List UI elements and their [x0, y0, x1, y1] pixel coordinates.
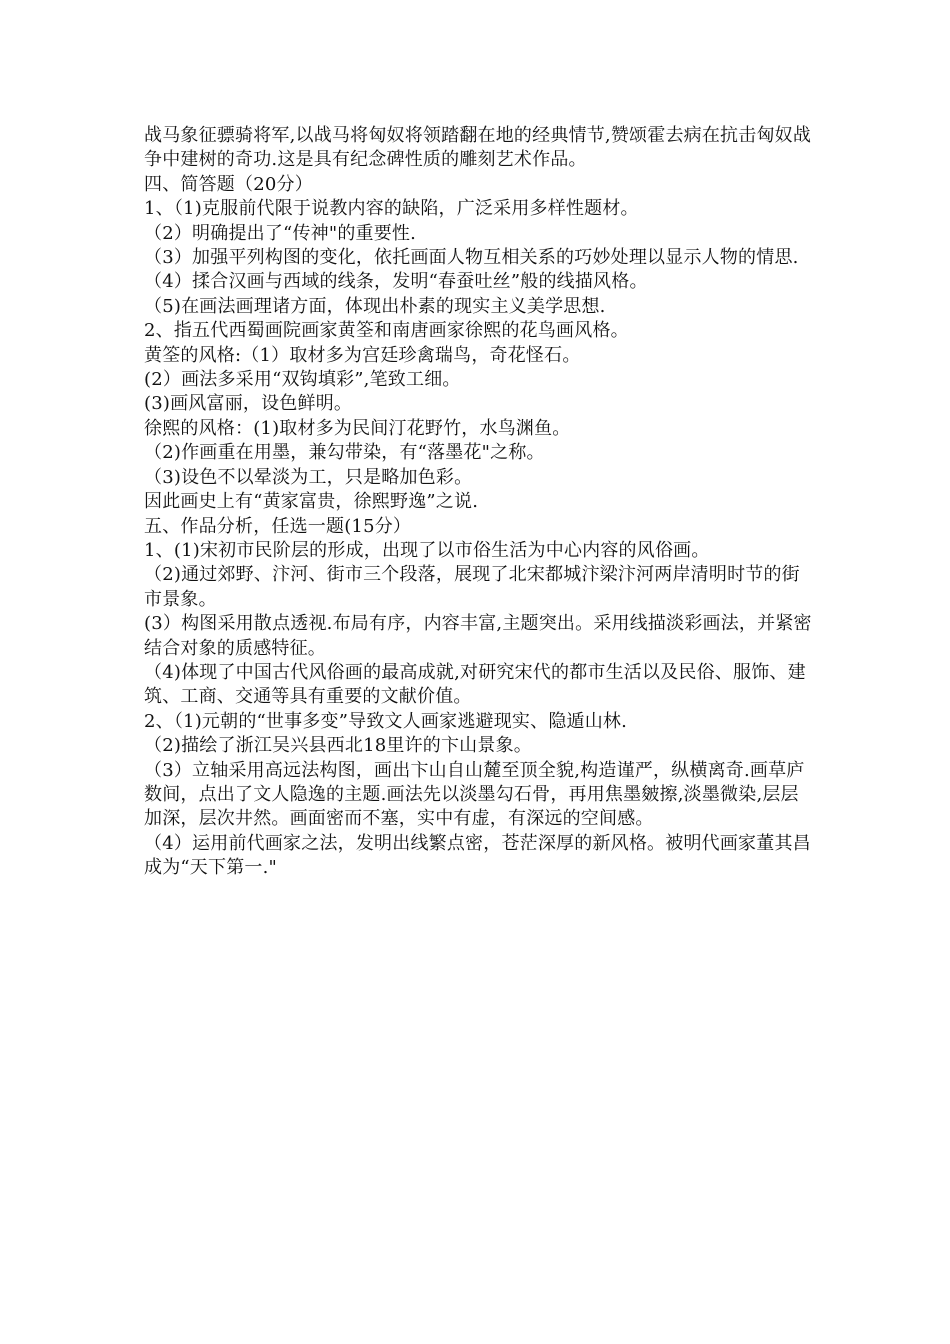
answer-2-conclusion: 因此画史上有“黄家富贵，徐熙野逸”之说.	[144, 491, 479, 513]
answer-1-point-2: （2）明确提出了“传神"的重要性.	[144, 222, 417, 244]
analysis-1-point-3: (3）构图采用散点透视.布局有序，内容丰富,主题突出。采用线描淡彩画法，并紧密结合对象的质感特征。	[144, 613, 812, 659]
answer-2-xu-point-3: （3)设色不以晕淡为工，只是略加色彩。	[144, 466, 473, 488]
answer-2-xu-point-1: 徐熙的风格：(1)取材多为民间汀花野竹，水鸟渊鱼。	[144, 417, 571, 439]
analysis-1-point-4: （4)体现了中国古代风俗画的最高成就,对研究宋代的都市生活以及民俗、服饰、建筑、工商、交通等具有重要的文献价值。	[144, 661, 806, 708]
section-heading-artwork-analysis: 五、作品分析，任选一题(15分）	[144, 515, 412, 537]
answer-2-huang-point-2: (2）画法多采用“双钩填彩”,笔致工细。	[144, 369, 461, 391]
paragraph-sculpture-description: 战马象征骠骑将军,以战马将匈奴将领踏翻在地的经典情节,赞颂霍去病在抗击匈奴战争中建树的奇功.这是具有纪念碑性质的雕刻艺术作品。	[144, 125, 812, 171]
analysis-1-point-1: 1、(1)宋初市民阶层的形成，出现了以市俗生活为中心内容的风俗画。	[144, 539, 710, 561]
answer-2-xu-point-2: （2)作画重在用墨，兼勾带染，有“落墨花"之称。	[144, 442, 545, 464]
answer-2-huang-point-3: (3)画风富丽，设色鲜明。	[144, 393, 353, 415]
analysis-2-point-2: （2)描绘了浙江吴兴县西北18里许的卞山景象。	[144, 735, 532, 757]
answer-2-huang-point-1: 黄筌的风格:（1）取材多为宫廷珍禽瑞鸟，奇花怪石。	[144, 344, 581, 366]
answer-1-point-1: 1、（1)克服前代限于说教内容的缺陷，广泛采用多样性题材。	[144, 198, 639, 220]
answer-2-intro: 2、指五代西蜀画院画家黄筌和南唐画家徐熙的花鸟画风格。	[144, 320, 629, 342]
answer-1-point-4: （4）揉合汉画与西域的线条，发明“春蚕吐丝”般的线描风格。	[144, 271, 648, 293]
analysis-2-point-3: （3）立轴采用高远法构图，画出卞山自山麓至顶全貌,构造谨严，纵横离奇.画草庐数间，点出了文人隐逸的主题.画法先以淡墨勾石骨，再用焦墨皴擦,淡墨微染,层层加深，层次井然。画面密而不塞，实中有虚，有深远的空间感。	[144, 759, 805, 830]
analysis-2-point-4: （4）运用前代画家之法，发明出线繁点密，苍茫深厚的新风格。被明代画家董其昌成为“天下第一."	[144, 832, 811, 879]
answer-text-body	[144, 124, 812, 881]
analysis-1-point-2: （2)通过郊野、汴河、街市三个段落，展现了北宋都城汴梁汴河两岸清明时节的街市景象。	[144, 564, 800, 610]
analysis-2-point-1: 2、（1)元朝的“世事多变”导致文人画家逃避现实、隐遁山林.	[144, 710, 628, 732]
answer-1-point-3: （3）加强平列构图的变化，依托画面人物互相关系的巧妙处理以显示人物的情思.	[144, 247, 799, 269]
section-heading-short-answer: 四、简答题（20分）	[144, 173, 313, 195]
answer-1-point-5: （5)在画法画理诸方面，体现出朴素的现实主义美学思想.	[144, 295, 606, 317]
